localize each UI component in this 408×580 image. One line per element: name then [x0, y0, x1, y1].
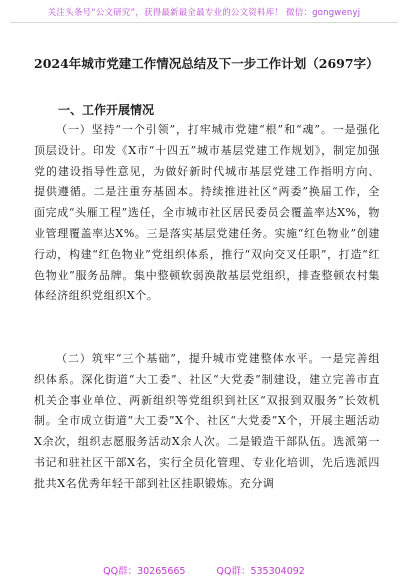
body-paragraph: （二）筑牢“三个基础”，提升城市党建整体水平。一是完善组织体系。深化街道“大工委”、社区“大党委”制建设，建立完善市直机关企事业单位、两新组织等党组织到社区“双报到双服务”长效机制。全市成立街道“大工委”X个、社区“大党委”X个，开展主题活动X余次，组织志愿服务活动X余人次。二是锻造干部队伍。选派第一书记和驻社区干部X名，实行全员化管理、专业化培训，先后选派四批共X名优秀年轻干部到社区挂职锻炼。充分调 — [34, 352, 380, 490]
header-banner-text: 关注头条号“公文研究”，获得最新最全最专业的公文资料库！ 微信：gongwenyj — [47, 8, 361, 18]
document-title: 2024年城市党建工作情况总结及下一步工作计划（2697字） — [34, 56, 379, 71]
footer-contacts — [0, 563, 408, 577]
qq-group-1: QQ群：30265665 — [103, 566, 186, 577]
section-heading: 一、工作开展情况 — [58, 103, 155, 117]
qq-group-2: QQ群：535304092 — [216, 566, 305, 577]
body-paragraph: （一）坚持“一个引领”，打牢城市党建“根”和“魂”。一是强化顶层设计。印发《X市“十四五”城市基层党建工作规划》，制定加强党的建设指导性意见，为做好新时代城市基层党建工作指明方向、提供遵循。二是注重夯基固本。持续推进社区“两委”换届工作，全面完成“头雁工程”选任，全市城市社区居民委员会覆盖率达X%，物业管理覆盖率达X%。三是落实基层党建任务。实施“红色物业”创建行动，构建“红色物业”党组织体系，推行“双向交叉任职”，打造“红色物业”服务品牌。集中整顿软弱涣散基层党组织，排查整顿农村集体经济组织党组织X个。 — [34, 123, 380, 303]
header-divider — [10, 22, 398, 23]
header-banner — [0, 0, 408, 22]
